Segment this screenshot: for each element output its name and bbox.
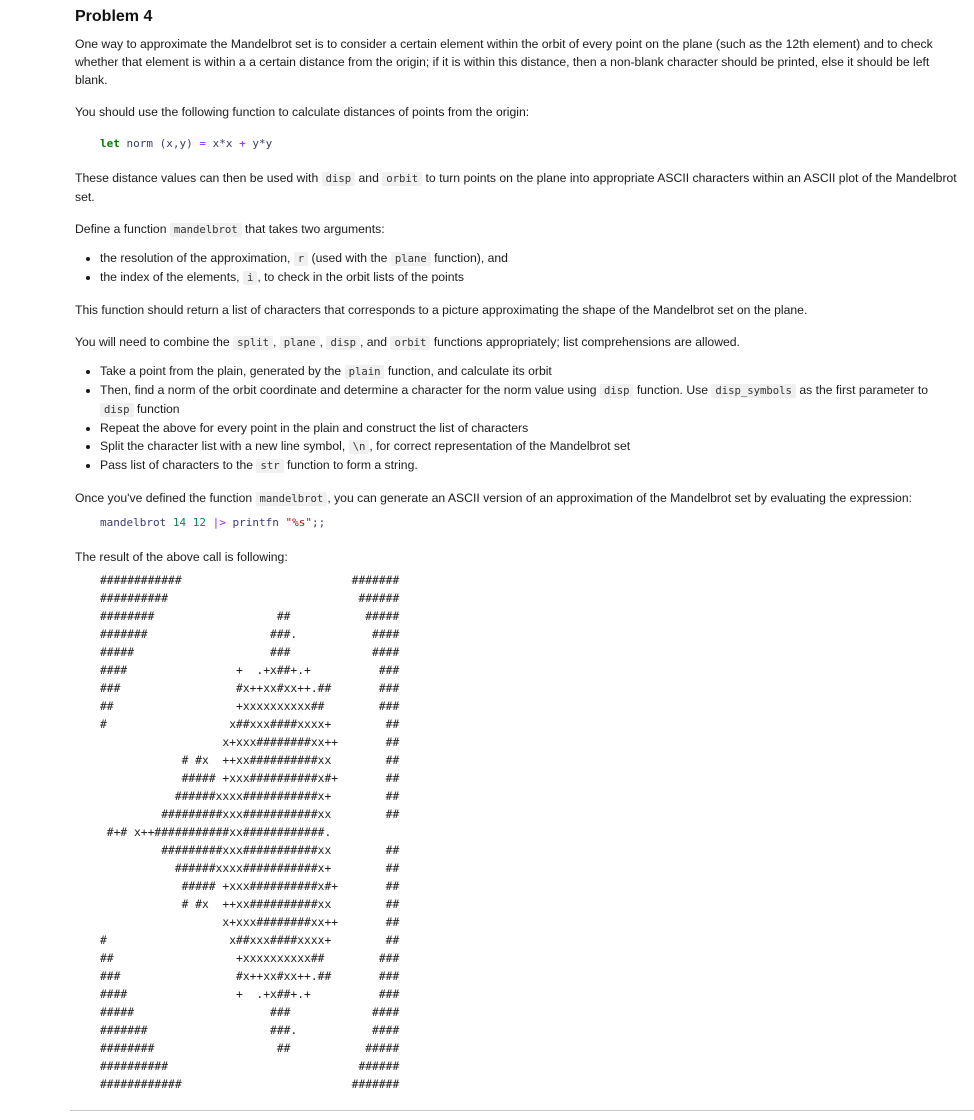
distance-paragraph [75, 169, 960, 206]
problem-content [75, 8, 960, 1094]
code-string: "%s" [285, 516, 312, 529]
text: Then, find a norm of the orbit coordinate and determine a character for the norm value using [100, 383, 600, 397]
inline-code: mandelbrot [170, 223, 242, 237]
inline-code: r [294, 252, 308, 266]
ascii-line: x+xxx########xx++ ## [100, 736, 400, 749]
text: These distance values can then be used with [75, 171, 322, 185]
text: Repeat the above for every point in the plain and construct the list of characters [100, 421, 529, 435]
code-args: (x,y) [159, 137, 193, 150]
inline-code: disp [600, 384, 634, 398]
text: You will need to combine the [75, 335, 234, 349]
ascii-line: #########xxx###########xx ## [100, 844, 400, 857]
ascii-line: #########xxx###########xx ## [100, 808, 400, 821]
list-item [100, 381, 960, 419]
text: that takes two arguments: [241, 222, 385, 236]
ascii-line: # x##xxx####xxxx+ ## [100, 718, 400, 731]
text: as the first parameter to [795, 383, 929, 397]
text: , and [359, 335, 391, 349]
text: , [319, 335, 327, 349]
ascii-line: ############ ####### [100, 1078, 400, 1091]
code-number: 12 [192, 516, 206, 529]
code-identifier: norm [126, 137, 153, 150]
ascii-line: # x##xxx####xxxx+ ## [100, 934, 400, 947]
ascii-line: # #x ++xx##########xx ## [100, 898, 400, 911]
list-item [100, 437, 960, 456]
inline-code: disp [322, 172, 356, 186]
text: and [355, 171, 383, 185]
ascii-line: ##### ### #### [100, 1006, 400, 1019]
text: to turn points on the plane into appropriate ASCII characters within an ASCII plot of the Mandelbrot set. [75, 171, 957, 204]
once-paragraph [75, 489, 960, 508]
inline-code: plane [391, 252, 431, 266]
text: function), and [430, 251, 508, 265]
combine-paragraph [75, 333, 960, 352]
ascii-line: ######xxxx###########x+ ## [100, 790, 400, 803]
text: , [272, 335, 280, 349]
ascii-line: ## +xxxxxxxxxx## ### [100, 700, 400, 713]
text: Define a function [75, 222, 170, 236]
ascii-line: # #x ++xx##########xx ## [100, 754, 400, 767]
inline-code: split [233, 336, 273, 350]
text: function, and calculate its orbit [384, 364, 552, 378]
inline-code: plane [280, 336, 320, 350]
inline-code: i [243, 271, 257, 285]
arguments-list [75, 249, 960, 287]
ascii-line: #### + .+x##+.+ ### [100, 664, 400, 677]
ascii-line: ######## ## ##### [100, 610, 400, 623]
inline-code: disp_symbols [711, 384, 796, 398]
list-item [100, 249, 960, 268]
ascii-line: ############ ####### [100, 574, 400, 587]
code-operator: + [239, 137, 246, 150]
code-number: 14 [172, 516, 187, 529]
ascii-line: ####### ###. #### [100, 1024, 400, 1037]
inline-code: mandelbrot [256, 492, 328, 506]
inline-code: disp [326, 336, 360, 350]
ascii-line: ## +xxxxxxxxxx## ### [100, 952, 400, 965]
text: , to check in the orbit lists of the points [257, 270, 464, 284]
text: (used with the [308, 251, 391, 265]
bottom-divider [70, 1110, 974, 1111]
list-item [100, 268, 960, 287]
code-keyword: let [100, 137, 120, 150]
return-paragraph: This function should return a list of characters that corresponds to a picture approximating the shape of the Mandelbrot set on the plane. [75, 303, 808, 317]
code-identifier: mandelbrot [100, 516, 167, 529]
text: Pass list of characters to the [100, 458, 257, 472]
list-item [100, 456, 960, 475]
ascii-line: ######## ## ##### [100, 1042, 400, 1055]
ascii-mandelbrot-output [100, 572, 960, 1094]
text: function [133, 402, 180, 416]
inline-code: orbit [382, 172, 422, 186]
result-paragraph: The result of the above call is following: [75, 550, 288, 564]
text: functions appropriately; list comprehensions are allowed. [430, 335, 740, 349]
text: Once you've defined the function [75, 491, 256, 505]
list-item [100, 362, 960, 381]
text: function. Use [633, 383, 712, 397]
code-identifier: printfn [232, 516, 279, 529]
ascii-line: ######xxxx###########x+ ## [100, 862, 400, 875]
page-title: Problem 4 [75, 8, 153, 25]
inline-code: orbit [390, 336, 430, 350]
list-item [100, 419, 960, 437]
define-paragraph [75, 220, 960, 239]
intro-paragraph: One way to approximate the Mandelbrot set is to consider a certain element within the orbit of every point on the plane (such as the 12th element) and to check whether that element is within a a certain distance from the origin; if it is within this distance, then a non-blank character should be printed, else it should be left blank. [75, 37, 933, 87]
text: function to form a string. [283, 458, 418, 472]
text: , for correct representation of the Mandelbrot set [369, 439, 631, 453]
mandelbrot-call-code [100, 514, 960, 532]
code-operator: = [199, 137, 206, 150]
ascii-line: ########## ###### [100, 1060, 400, 1073]
text: Split the character list with a new line symbol, [100, 439, 349, 453]
text: the index of the elements, [100, 270, 243, 284]
code-operator: |> [212, 516, 226, 529]
text: , you can generate an ASCII version of an approximation of the Mandelbrot set by evaluating the expression: [327, 491, 912, 505]
norm-code-block [100, 135, 960, 153]
ascii-line: #### + .+x##+.+ ### [100, 988, 400, 1001]
norm-instruction: You should use the following function to calculate distances of points from the origin: [75, 105, 530, 119]
inline-code: plain [345, 365, 385, 379]
code-expr: y*y [252, 137, 273, 150]
text: Take a point from the plain, generated by the [100, 364, 345, 378]
inline-code: disp [100, 403, 134, 417]
ascii-line: ####### ###. #### [100, 628, 400, 641]
ascii-line: ########## ###### [100, 592, 400, 605]
ascii-line: ### #x++xx#xx++.## ### [100, 682, 400, 695]
code-expr: x*x [212, 137, 233, 150]
inline-code: str [256, 459, 283, 473]
inline-code: \n [349, 440, 370, 454]
ascii-line: x+xxx########xx++ ## [100, 916, 400, 929]
steps-list [75, 362, 960, 475]
code-terminator: ;; [311, 516, 326, 529]
text: the resolution of the approximation, [100, 251, 294, 265]
ascii-line: #+# x++###########xx############. [100, 826, 332, 839]
ascii-line: ### #x++xx#xx++.## ### [100, 970, 400, 983]
ascii-line: ##### +xxx##########x#+ ## [100, 880, 400, 893]
ascii-line: ##### ### #### [100, 646, 400, 659]
ascii-line: ##### +xxx##########x#+ ## [100, 772, 400, 785]
